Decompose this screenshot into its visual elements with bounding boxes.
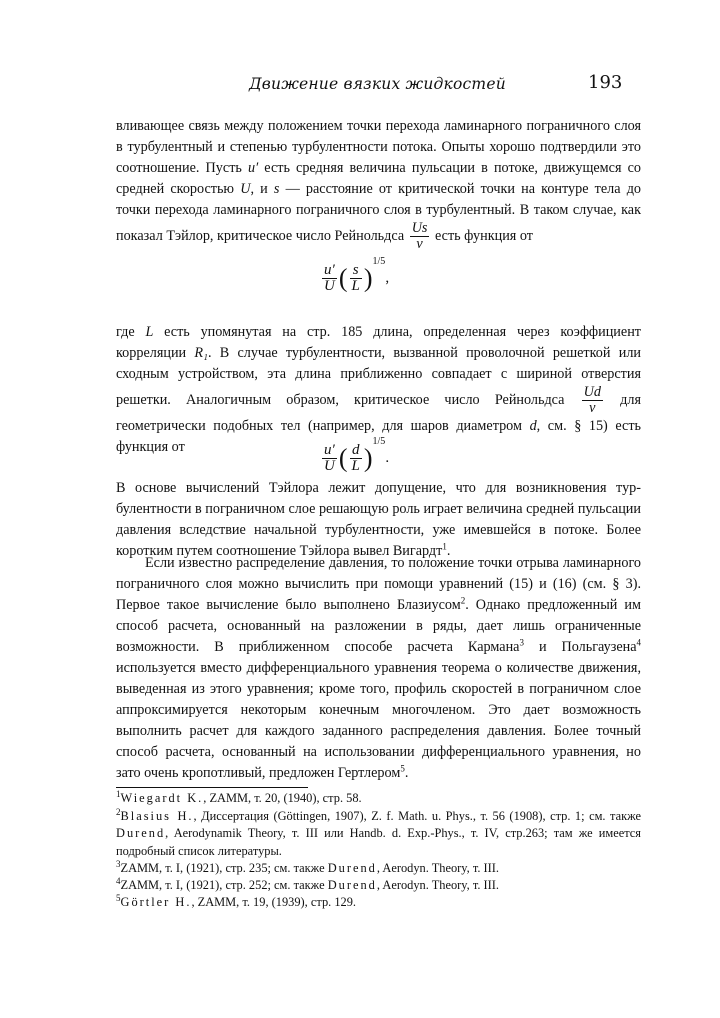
fraction-numerator: Ud	[583, 384, 601, 400]
footnote-text: , ZAMM, т. 19, (1939), стр. 129.	[191, 895, 357, 909]
text-run: где	[116, 324, 146, 340]
footnote-number: 2	[116, 806, 121, 817]
math-var: u′	[247, 160, 259, 176]
footnote-1	[116, 790, 641, 807]
paragraph-4	[116, 553, 641, 784]
text-run: для геометрически подобных тел (например, для шаров диаметром	[116, 391, 641, 434]
footnote-number: 4	[116, 875, 121, 886]
fraction-denominator: ν	[589, 400, 596, 416]
running-title: Движение вязких жидкостей	[249, 75, 506, 93]
paren-close: )	[363, 443, 373, 473]
formula-fraction	[322, 263, 337, 294]
fraction-numerator: u′	[322, 263, 337, 279]
formula-fraction	[350, 443, 362, 474]
text-run: есть функция от	[431, 227, 533, 244]
reynolds-fraction	[582, 385, 603, 416]
fraction-numerator: u′	[322, 443, 337, 459]
formula-fraction	[350, 263, 362, 294]
footnote-2	[116, 808, 641, 860]
fraction-numerator: s	[350, 263, 362, 279]
footnote-author: Durend	[116, 826, 166, 841]
fraction-denominator: ν	[416, 236, 423, 252]
math-var: L	[145, 324, 154, 340]
footnote-author: Durend	[327, 861, 377, 875]
fraction-denominator: L	[351, 278, 360, 295]
footnote-mark[interactable]: 3	[519, 637, 524, 648]
reynolds-fraction	[410, 221, 430, 252]
math-var: s	[273, 181, 280, 197]
footnote-text: , Aerodyn. Theory, т. III.	[376, 878, 500, 892]
text-run: есть упомянутая на стр. 185 длина, определенная через коэффициент корреляции	[116, 324, 641, 361]
paragraph-1	[116, 116, 641, 252]
fraction-denominator: U	[324, 458, 335, 475]
formula-1	[320, 256, 389, 308]
paren-open: (	[338, 263, 348, 293]
text-run: .	[404, 765, 409, 781]
formula-punctuation: ,	[385, 270, 390, 286]
footnote-author: Wiegardt K.	[120, 791, 204, 805]
text-run: В основе вычислений Тэйлора лежит допущение, что для возникновения турбулентности в пограничном слое решающую роль играет величина средней пульсации давления вследствие начальной турбулентности, уже имевшейся в потоке. Более коротким путем соотношение Тэйлора вывел Вигардт	[116, 480, 641, 559]
footnote-text: , Aerodynamik Theory, т. III или Handb. d. Exp.-Phys., т. IV, стр.263; там же имеется подробный список литературы.	[116, 826, 641, 858]
footnote-number: 1	[116, 788, 121, 799]
fraction-denominator: U	[324, 278, 335, 295]
math-var: R₁	[194, 345, 208, 361]
page-number: 193	[588, 72, 623, 93]
text-run: вливающее связь между положением точки перехода ламинарного пограничного слоя в турбулентный и степенью турбулентности потока. Опыты хорошо подтвердили это соотношение. Пусть	[116, 118, 641, 176]
text-run: — расстояние от критической точки на контуре тела до точки перехода ламинарного пограничного слоя в турбулентный. В таком случае, как показал Тэйлор, критическое число Рейнольдса	[116, 181, 642, 244]
footnote-author: Blasius H.	[120, 809, 194, 823]
fraction-denominator: L	[351, 458, 360, 475]
paren-open: (	[338, 443, 348, 473]
footnote-text: ZAMM, т. I, (1921), стр. 252; см. также	[120, 878, 328, 892]
footnote-author: Görtler H.	[120, 895, 192, 909]
text-run: .	[446, 543, 451, 559]
fraction-numerator: Us	[411, 220, 428, 236]
math-var: d	[529, 418, 537, 434]
text-run: . Однако предложенный им способ расчета, основанный на разложении в ряды, дает лишь ограниченные возможности. В приближенном способе расчета Кармана	[116, 597, 641, 655]
footnote-number: 5	[116, 892, 121, 903]
footnote-4	[116, 877, 641, 894]
footnote-author: Durend	[327, 878, 377, 892]
text-run: , и	[250, 181, 274, 197]
text-run: используется вместо дифференциального уравнения теорема о количестве движения, выведенная из этого уравнения; кроме того, профиль скоростей в пограничном слое аппроксимируется некоторым конечным многочленом. Это дает возможность выполнить расчет для каждого заданного распределения давления. Более точный способ расчета, основанный на использовании дифференциального уравнения, но зато очень кропотливый, предложен Гертлером	[116, 660, 641, 781]
text-run: , см. § 15) есть функция от	[116, 418, 641, 455]
footnote-divider	[116, 787, 308, 788]
footnote-mark[interactable]: 2	[460, 595, 466, 606]
text-run: и Польгаузена	[523, 639, 637, 655]
exponent: 1/5	[372, 436, 386, 447]
footnote-mark[interactable]: 4	[636, 637, 642, 648]
footnote-text: , Диссертация (Göttingen, 1907), Z. f. Math. u. Phys., т. 56 (1908), стр. 1; см. также	[193, 809, 641, 823]
footnote-text: ZAMM, т. I, (1921), стр. 235; см. также	[120, 861, 328, 875]
footnote-text: , Aerodyn. Theory, т. III.	[376, 861, 500, 875]
formula-punctuation: .	[385, 450, 390, 466]
paren-close: )	[363, 263, 373, 293]
footnote-3	[116, 860, 641, 877]
footnote-5	[116, 894, 641, 911]
footnote-number: 3	[116, 858, 121, 869]
fraction-numerator: d	[350, 443, 362, 459]
running-header	[0, 72, 720, 100]
text-run: Если известно распределение давления, то положение точки отрыва ламинарного пограничного слоя можно вычислить при помощи уравнений (15) и (16) (см. § 3). Первое такое вычисление было выполнено Блазиусом	[116, 555, 641, 613]
text-run: есть средняя величина пульсации в потоке, движущемся со средней скоростью	[116, 160, 641, 197]
exponent: 1/5	[372, 256, 386, 267]
math-var: U	[240, 181, 251, 197]
footnote-text: , ZAMM, т. 20, (1940), стр. 58.	[203, 791, 362, 805]
paragraph-3	[116, 478, 641, 562]
footnote-mark[interactable]: 1	[442, 541, 447, 552]
footnote-mark[interactable]: 5	[400, 763, 405, 774]
formula-fraction	[322, 443, 337, 474]
text-run: . В случае турбулентности, вызванной проволочной решеткой или сходным устройством, эта длина приближенно совпадает с шириной отверстия решетки. Аналогичным образом, критическое число Рейнольдса	[116, 345, 641, 408]
